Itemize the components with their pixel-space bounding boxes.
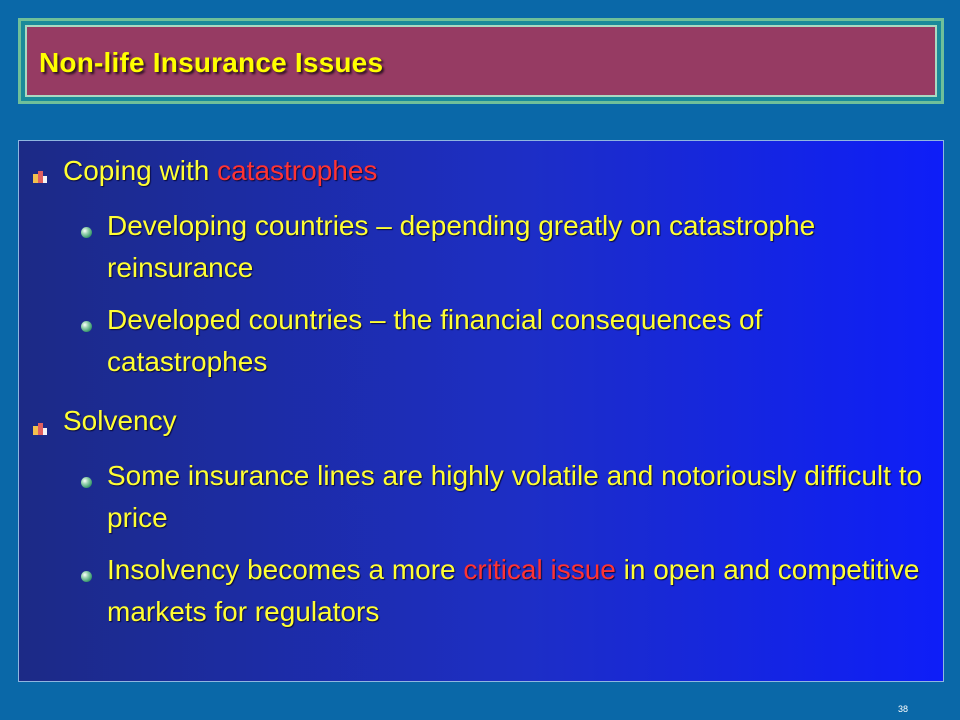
sub-bullet-developed: Developed countries – the financial consequences of catastrophes bbox=[107, 304, 763, 377]
bullet-coping-text: Coping with bbox=[63, 155, 218, 186]
sub-bullet-volatile: Some insurance lines are highly volatile and notoriously difficult to price bbox=[107, 460, 923, 533]
title-panel bbox=[25, 25, 937, 97]
insolvency-highlight: critical issue bbox=[463, 554, 616, 585]
sub-bullet-dot-icon bbox=[81, 477, 92, 488]
sub-bullet-dot-icon bbox=[81, 227, 92, 238]
sub-bullet-dot-icon bbox=[81, 571, 92, 582]
bullet-bars-icon bbox=[33, 423, 47, 437]
sub-bullet-dot-icon bbox=[81, 321, 92, 332]
content-panel bbox=[18, 140, 944, 682]
page-number: 38 bbox=[898, 704, 909, 714]
bullet-bars-icon bbox=[33, 171, 47, 185]
insolvency-post: in open and competitive markets for regulators bbox=[107, 554, 920, 627]
bullet-coping-highlight: catastrophes bbox=[217, 155, 378, 186]
bullet-solvency: Solvency bbox=[63, 405, 177, 436]
sub-bullet-insolvency bbox=[107, 549, 927, 633]
bullet-coping bbox=[63, 155, 377, 187]
title-banner bbox=[18, 18, 944, 104]
insolvency-pre: Insolvency becomes a more bbox=[107, 554, 464, 585]
sub-bullet-developing: Developing countries – depending greatly on catastrophe reinsurance bbox=[107, 210, 816, 283]
slide-title: Non-life Insurance Issues bbox=[39, 47, 384, 78]
